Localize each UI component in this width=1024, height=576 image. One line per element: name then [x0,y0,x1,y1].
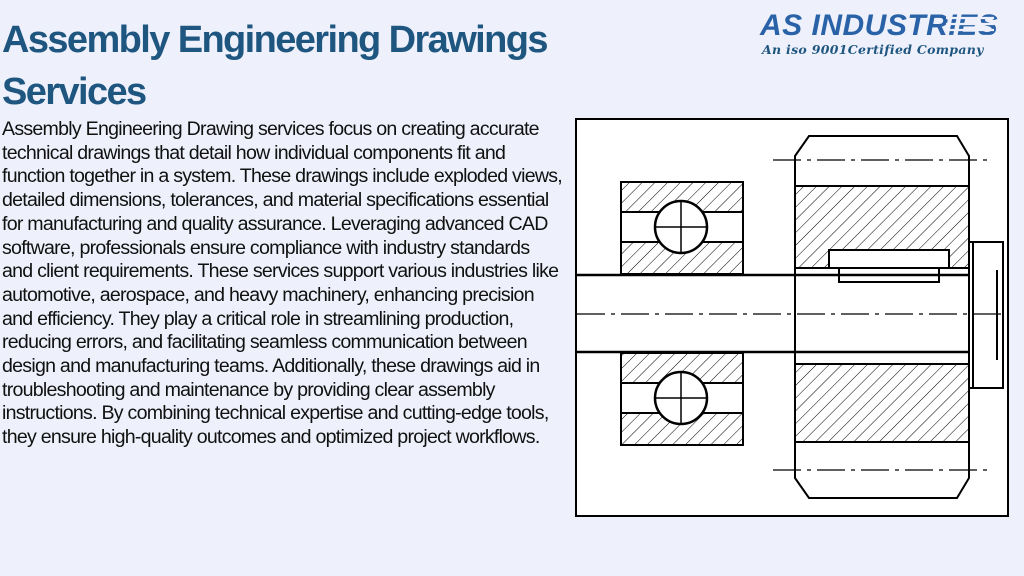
description-paragraph: Assembly Engineering Drawing services focus on creating accurate technical drawings that detail how individual components fit and function together in a system. These drawings include exploded views, detailed dimensions, tolerances, and material specifications essential for manufacturing and quality assurance. Leveraging advanced CAD software, professionals ensure compliance with industry standards and client requirements. These services support various industries like automotive, aerospace, and heavy machinery, enhancing precision and efficiency. They play a critical role in streamlining production, reducing errors, and facilitating seamless communication between design and manufacturing teams. Additionally, these drawings aid in troubleshooting and maintenance by providing clear assembly instructions. By combining technical expertise and cutting-edge tools, they ensure high-quality outcomes and optimized project workflows. [2,118,562,449]
logo-name: AS INDUSTRIES [760,9,999,42]
company-logo [756,8,1006,68]
assembly-drawing [575,118,1009,517]
logo-speed-stripes-icon [946,12,994,40]
page-title: Assembly Engineering Drawings Services [2,19,547,113]
assembly-drawing-figure [577,120,1007,515]
logo-tagline: An iso 9001Certified Company [762,42,984,57]
